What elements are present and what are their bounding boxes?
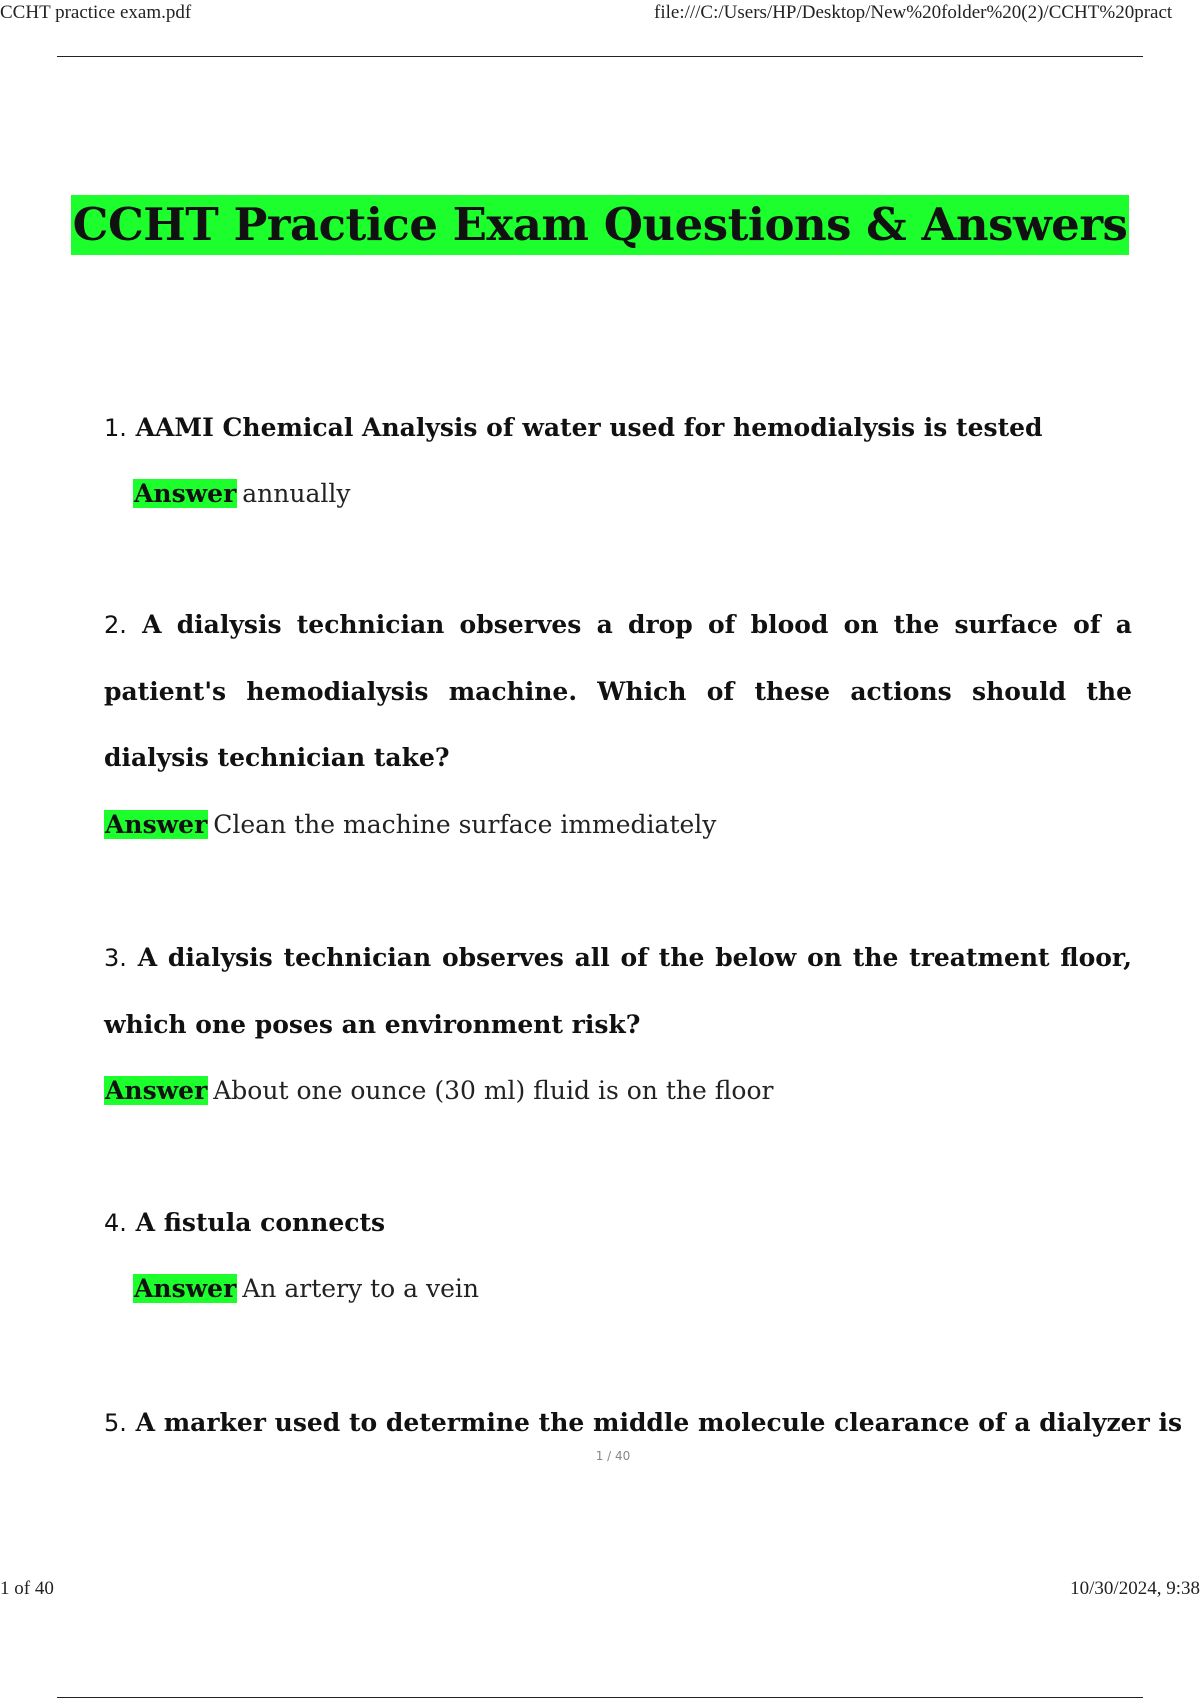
- title-container: [0, 195, 1200, 255]
- question-3: [104, 925, 1132, 1058]
- print-header-filename: CCHT practice exam.pdf: [0, 2, 192, 23]
- print-header-url: file:///C:/Users/HP/Desktop/New%20folder%20(2)/CCHT%20pract: [654, 2, 1173, 23]
- answer-label: Answer: [134, 479, 237, 508]
- header-divider: [57, 56, 1143, 57]
- answer-text: Clean the machine surface immediately: [213, 810, 717, 839]
- question-4: [104, 1190, 1132, 1257]
- answer-2: [104, 808, 716, 842]
- answer-label: Answer: [134, 1274, 237, 1303]
- question-number: 5.: [104, 1409, 127, 1437]
- question-1: [104, 395, 1132, 462]
- question-text: A dialysis technician observes all of the below on the treatment floor, which one poses an environment risk?: [104, 943, 1132, 1039]
- question-number: 3.: [104, 944, 127, 972]
- answer-text: An artery to a vein: [242, 1274, 479, 1303]
- question-2: [104, 592, 1132, 792]
- answer-label: Answer: [105, 1076, 208, 1105]
- print-footer-timestamp: 10/30/2024, 9:38: [1070, 1578, 1200, 1599]
- question-5: [104, 1390, 1183, 1457]
- answer-1: [133, 477, 350, 511]
- question-number: 1.: [104, 414, 127, 442]
- question-text: A marker used to determine the middle molecule clearance of a dialyzer is: [135, 1408, 1183, 1437]
- question-number: 2.: [104, 611, 127, 639]
- print-footer-page-count: 1 of 40: [0, 1578, 54, 1599]
- footer-divider: [57, 1697, 1143, 1698]
- answer-3: [104, 1074, 773, 1108]
- document-title: CCHT Practice Exam Questions & Answers: [71, 195, 1130, 255]
- answer-4: [133, 1272, 479, 1306]
- answer-text: About one ounce (30 ml) fluid is on the floor: [213, 1076, 774, 1105]
- question-text: A fistula connects: [135, 1208, 386, 1237]
- question-text: A dialysis technician observes a drop of blood on the surface of a patient's hemodialysis machine. Which of these actions should the dialysis technician take?: [104, 610, 1132, 772]
- page-indicator: 1 / 40: [595, 1449, 631, 1463]
- question-number: 4.: [104, 1209, 127, 1237]
- answer-label: Answer: [105, 810, 208, 839]
- answer-text: annually: [242, 479, 351, 508]
- question-text: AAMI Chemical Analysis of water used for hemodialysis is tested: [135, 413, 1043, 442]
